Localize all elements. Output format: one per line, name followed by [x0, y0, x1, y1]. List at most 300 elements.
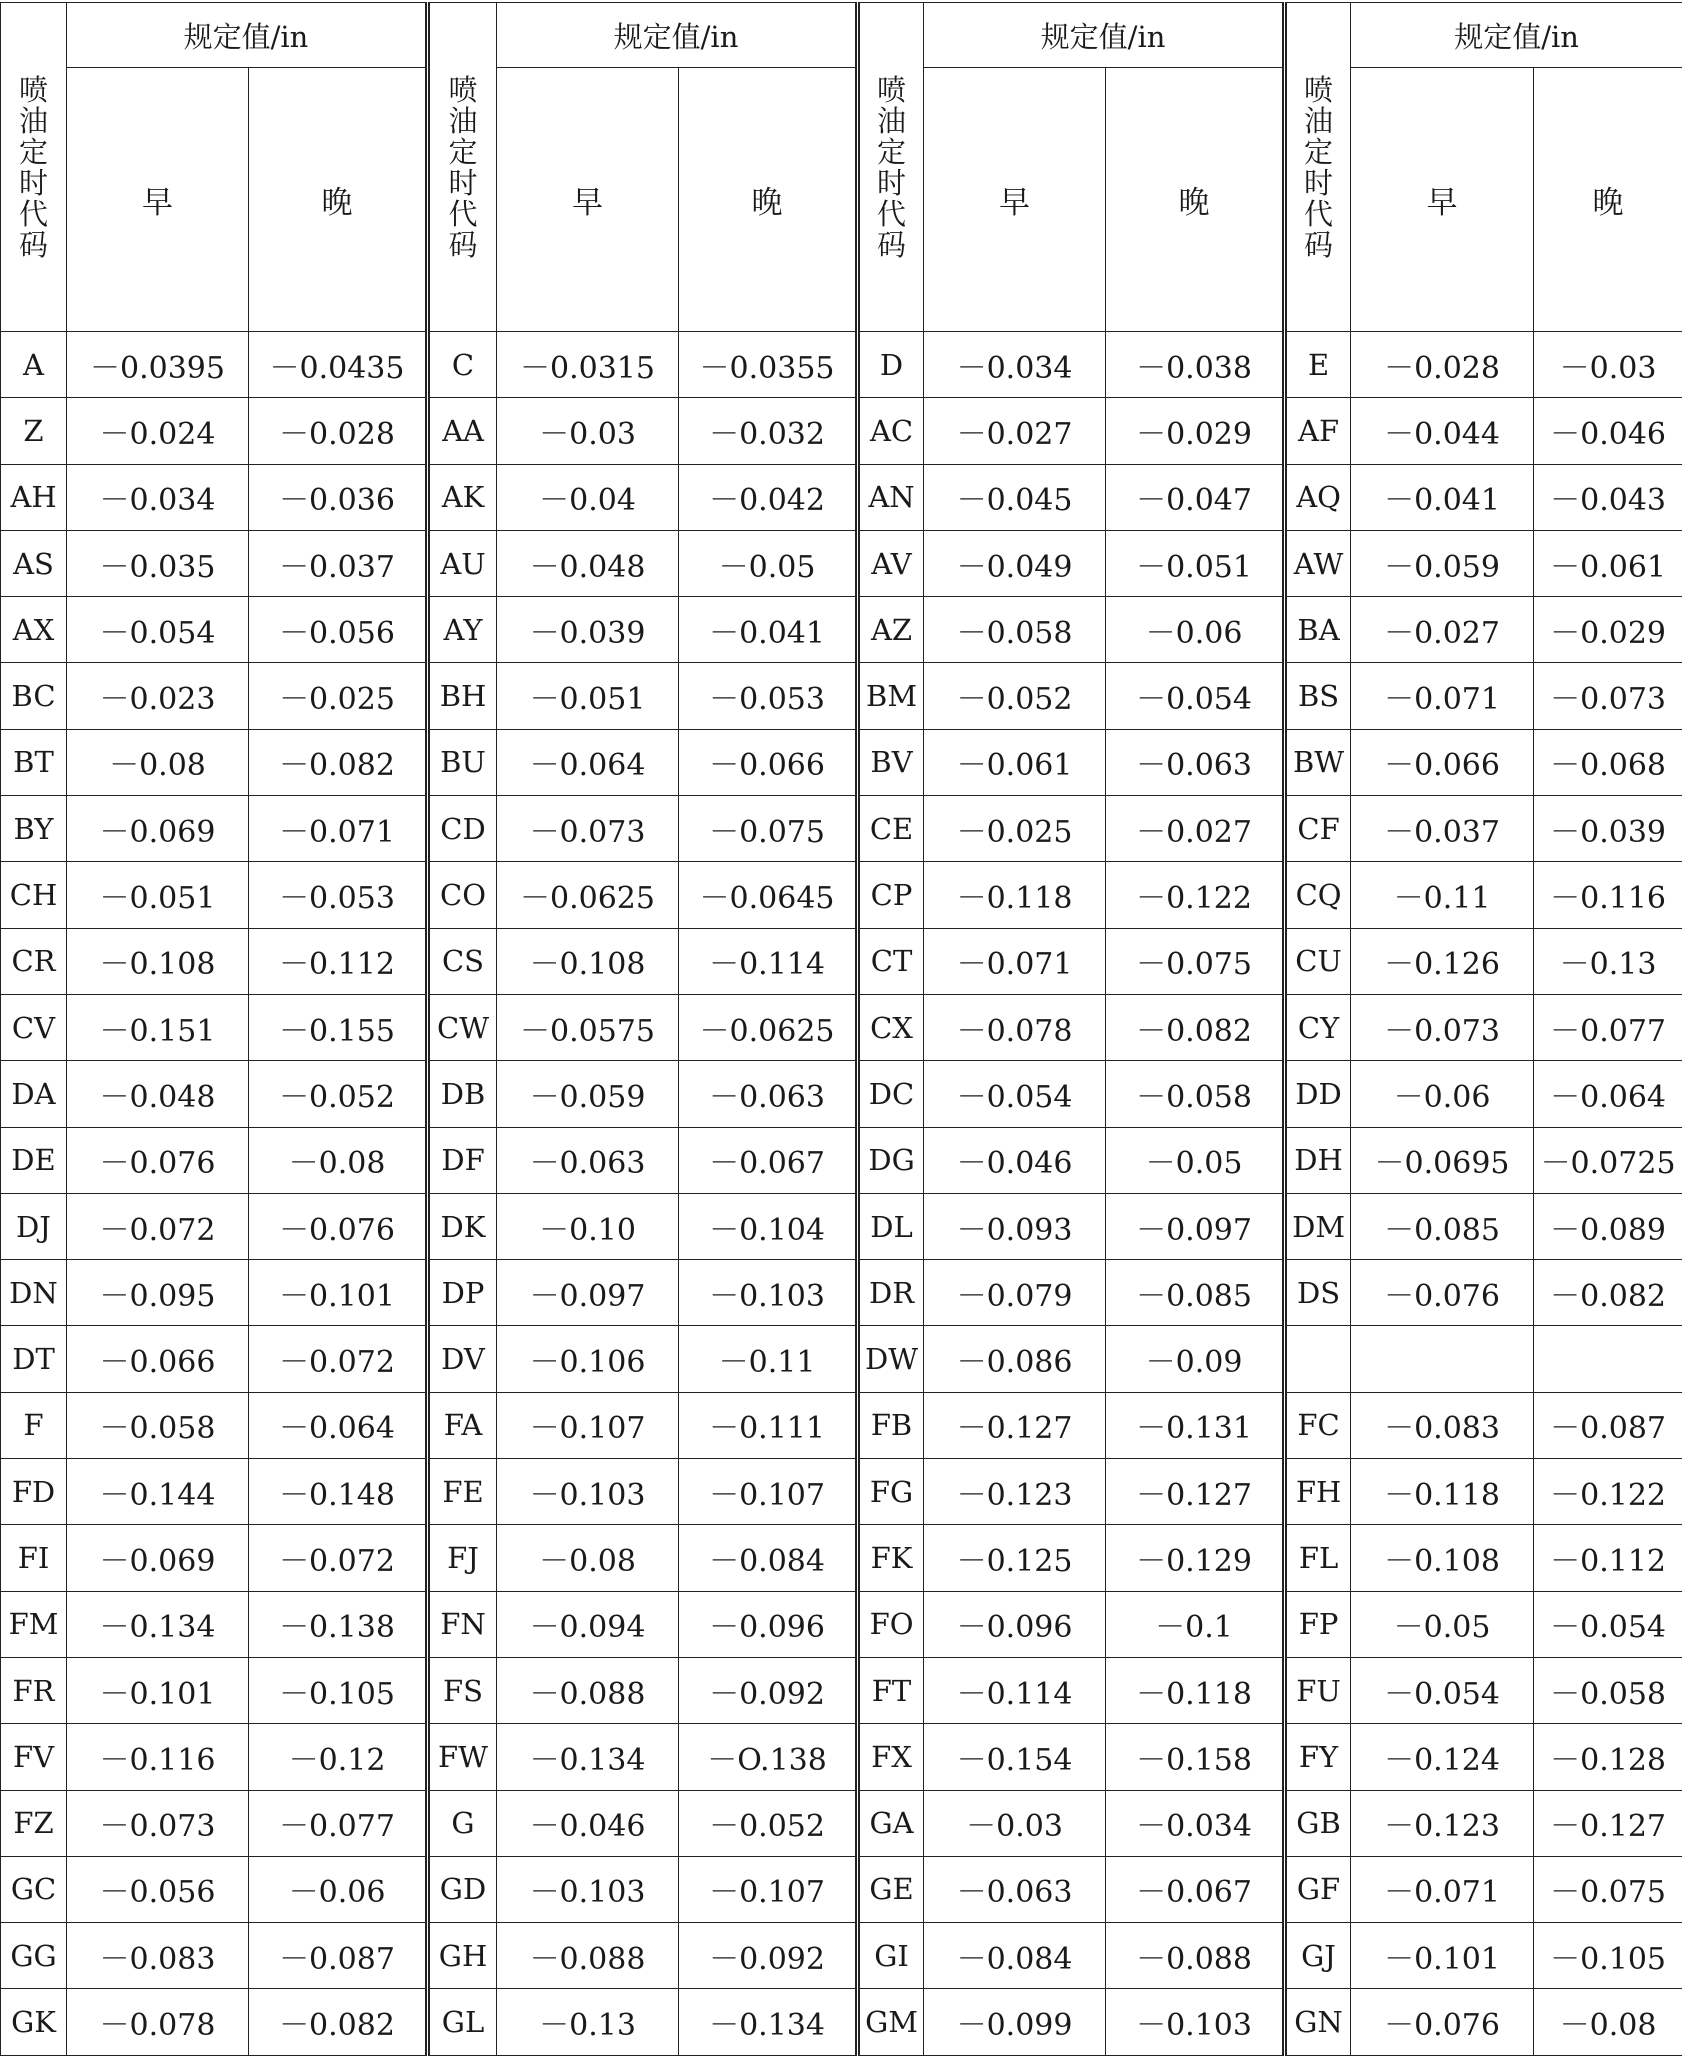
timing-code-cell: CD: [428, 796, 497, 862]
late-value-cell: －0.061: [1534, 530, 1682, 596]
header-code-char: 定: [18, 135, 48, 169]
timing-code-cell: CY: [1285, 994, 1351, 1060]
early-value-cell: －0.061: [924, 729, 1106, 795]
header-late: 晚: [249, 68, 428, 332]
timing-code-cell: BC: [1, 663, 67, 729]
table-row: [1, 796, 1682, 862]
late-value-cell: －0.082: [249, 1989, 428, 2056]
timing-code-cell: AN: [858, 464, 924, 530]
early-value-cell: －0.108: [67, 928, 249, 994]
early-value-cell: －0.048: [497, 530, 679, 596]
timing-code-cell: CF: [1285, 796, 1351, 862]
late-value-cell: －0.107: [679, 1856, 858, 1922]
table-row: [1, 1724, 1682, 1790]
table-row: [1, 1392, 1682, 1458]
late-value-cell: －0.054: [1106, 663, 1285, 729]
late-value-cell: －0.05: [1106, 1127, 1285, 1193]
timing-code-cell: FR: [1, 1657, 67, 1723]
header-code-text: [860, 75, 923, 261]
late-value-cell: －0.118: [1106, 1657, 1285, 1723]
early-value-cell: －0.086: [924, 1326, 1106, 1392]
timing-code-cell: BY: [1, 796, 67, 862]
header-code-char: 码: [18, 228, 48, 262]
late-value-cell: －0.03: [1534, 332, 1682, 398]
early-value-cell: －0.069: [67, 1525, 249, 1591]
header-code-char: 油: [1304, 104, 1334, 138]
late-value-cell: －0.063: [679, 1061, 858, 1127]
late-value-cell: －0.082: [249, 729, 428, 795]
late-value-cell: －0.0645: [679, 862, 858, 928]
late-value-cell: －0.06: [249, 1856, 428, 1922]
late-value-cell: －0.155: [249, 994, 428, 1060]
timing-code-cell: BV: [858, 729, 924, 795]
late-value-cell: －0.043: [1534, 464, 1682, 530]
early-value-cell: －0.034: [924, 332, 1106, 398]
header-code-char: 时: [1304, 166, 1334, 200]
early-value-cell: －0.103: [497, 1459, 679, 1525]
timing-code-cell: BT: [1, 729, 67, 795]
header-spec-label: 规定值/in: [924, 3, 1285, 68]
timing-code-cell: FN: [428, 1591, 497, 1657]
timing-code-cell: [1285, 1326, 1351, 1392]
early-value-cell: －0.0575: [497, 994, 679, 1060]
early-value-cell: －0.106: [497, 1326, 679, 1392]
timing-code-cell: FK: [858, 1525, 924, 1591]
late-value-cell: －0.072: [249, 1326, 428, 1392]
timing-code-cell: GJ: [1285, 1923, 1351, 1989]
timing-code-cell: A: [1, 332, 67, 398]
timing-code-cell: DB: [428, 1061, 497, 1127]
timing-code-cell: BU: [428, 729, 497, 795]
late-value-cell: －0.087: [1534, 1392, 1682, 1458]
early-value-cell: －0.076: [1351, 1989, 1534, 2056]
early-value-cell: －0.127: [924, 1392, 1106, 1458]
early-value-cell: －0.063: [497, 1127, 679, 1193]
timing-code-cell: AV: [858, 530, 924, 596]
table-row: [1, 1790, 1682, 1856]
table-row: [1, 862, 1682, 928]
late-value-cell: －0.112: [1534, 1525, 1682, 1591]
header-code-char: 时: [448, 166, 478, 200]
timing-code-cell: BM: [858, 663, 924, 729]
late-value-cell: －0.05: [679, 530, 858, 596]
timing-code-cell: CP: [858, 862, 924, 928]
late-value-cell: －0.11: [679, 1326, 858, 1392]
late-value-cell: －0.114: [679, 928, 858, 994]
timing-code-cell: FZ: [1, 1790, 67, 1856]
late-value-cell: －0.105: [249, 1657, 428, 1723]
timing-code-cell: CV: [1, 994, 67, 1060]
early-value-cell: －0.048: [67, 1061, 249, 1127]
timing-code-cell: GE: [858, 1856, 924, 1922]
early-value-cell: －0.0625: [497, 862, 679, 928]
timing-code-cell: BS: [1285, 663, 1351, 729]
header-spec-label: 规定值/in: [67, 3, 428, 68]
early-value-cell: －0.071: [924, 928, 1106, 994]
late-value-cell: －0.092: [679, 1923, 858, 1989]
early-value-cell: －0.044: [1351, 398, 1534, 464]
late-value-cell: －0.063: [1106, 729, 1285, 795]
timing-code-cell: FW: [428, 1724, 497, 1790]
table-row: [1, 663, 1682, 729]
early-value-cell: －0.11: [1351, 862, 1534, 928]
early-value-cell: －0.103: [497, 1856, 679, 1922]
injection-timing-table: [0, 2, 1682, 2056]
timing-code-cell: C: [428, 332, 497, 398]
timing-code-cell: FY: [1285, 1724, 1351, 1790]
late-value-cell: －0.097: [1106, 1193, 1285, 1259]
early-value-cell: －0.093: [924, 1193, 1106, 1259]
early-value-cell: －0.054: [924, 1061, 1106, 1127]
early-value-cell: －0.054: [1351, 1657, 1534, 1723]
table-row: [1, 1591, 1682, 1657]
late-value-cell: －0.134: [679, 1989, 858, 2056]
early-value-cell: －0.063: [924, 1856, 1106, 1922]
late-value-cell: －0.054: [1534, 1591, 1682, 1657]
table-body: [1, 332, 1682, 2056]
late-value-cell: －0.12: [249, 1724, 428, 1790]
header-code-char: 油: [448, 104, 478, 138]
early-value-cell: －0.059: [1351, 530, 1534, 596]
early-value-cell: －0.101: [1351, 1923, 1534, 1989]
late-value-cell: －0.096: [679, 1591, 858, 1657]
late-value-cell: －0.148: [249, 1459, 428, 1525]
early-value-cell: －0.144: [67, 1459, 249, 1525]
early-value-cell: －0.052: [924, 663, 1106, 729]
timing-code-cell: DK: [428, 1193, 497, 1259]
timing-code-cell: GB: [1285, 1790, 1351, 1856]
table-row: [1, 994, 1682, 1060]
late-value-cell: －0.025: [249, 663, 428, 729]
late-value-cell: －0.028: [249, 398, 428, 464]
early-value-cell: －0.094: [497, 1591, 679, 1657]
header-code-char: 喷: [448, 73, 478, 107]
timing-code-cell: FM: [1, 1591, 67, 1657]
early-value-cell: －0.083: [67, 1923, 249, 1989]
timing-code-cell: AX: [1, 597, 67, 663]
timing-code-cell: GD: [428, 1856, 497, 1922]
early-value-cell: －0.118: [924, 862, 1106, 928]
header-code-char: 定: [877, 135, 907, 169]
late-value-cell: －0.029: [1534, 597, 1682, 663]
late-value-cell: －0.08: [249, 1127, 428, 1193]
timing-code-cell: D: [858, 332, 924, 398]
timing-code-cell: GN: [1285, 1989, 1351, 2056]
timing-code-cell: E: [1285, 332, 1351, 398]
early-value-cell: －0.064: [497, 729, 679, 795]
late-value-cell: －0.039: [1534, 796, 1682, 862]
early-value-cell: －0.101: [67, 1657, 249, 1723]
timing-code-cell: CU: [1285, 928, 1351, 994]
late-value-cell: －0.072: [249, 1525, 428, 1591]
early-value-cell: －0.096: [924, 1591, 1106, 1657]
late-value-cell: －0.029: [1106, 398, 1285, 464]
timing-code-cell: AZ: [858, 597, 924, 663]
late-value-cell: －0.092: [679, 1657, 858, 1723]
late-value-cell: －0.127: [1106, 1459, 1285, 1525]
table-row: [1, 1525, 1682, 1591]
late-value-cell: －0.13: [1534, 928, 1682, 994]
late-value-cell: －0.112: [249, 928, 428, 994]
late-value-cell: －0.058: [1534, 1657, 1682, 1723]
timing-code-cell: FT: [858, 1657, 924, 1723]
header-code-char: 码: [448, 228, 478, 262]
table-row: [1, 1326, 1682, 1392]
late-value-cell: －0.105: [1534, 1923, 1682, 1989]
header-late: 晚: [1534, 68, 1682, 332]
early-value-cell: －0.151: [67, 994, 249, 1060]
header-early: 早: [67, 68, 249, 332]
late-value-cell: －0.084: [679, 1525, 858, 1591]
table-row: [1, 928, 1682, 994]
early-value-cell: －0.059: [497, 1061, 679, 1127]
late-value-cell: [1534, 1326, 1682, 1392]
early-value-cell: －0.123: [1351, 1790, 1534, 1856]
timing-code-cell: AY: [428, 597, 497, 663]
timing-code-cell: GA: [858, 1790, 924, 1856]
header-spec-label: 规定值/in: [497, 3, 858, 68]
late-value-cell: －0.08: [1534, 1989, 1682, 2056]
late-value-cell: －0.0725: [1534, 1127, 1682, 1193]
early-value-cell: －0.034: [67, 464, 249, 530]
timing-code-cell: AF: [1285, 398, 1351, 464]
early-value-cell: －0.03: [497, 398, 679, 464]
timing-code-cell: GL: [428, 1989, 497, 2056]
late-value-cell: －0.042: [679, 464, 858, 530]
table-row: [1, 1989, 1682, 2056]
late-value-cell: －0.053: [679, 663, 858, 729]
timing-code-cell: FG: [858, 1459, 924, 1525]
early-value-cell: －0.066: [67, 1326, 249, 1392]
late-value-cell: －0.158: [1106, 1724, 1285, 1790]
early-value-cell: －0.069: [67, 796, 249, 862]
header-late: 晚: [1106, 68, 1285, 332]
timing-code-cell: GG: [1, 1923, 67, 1989]
late-value-cell: －0.077: [1534, 994, 1682, 1060]
early-value-cell: －0.108: [497, 928, 679, 994]
late-value-cell: －0.06: [1106, 597, 1285, 663]
header-code-char: 喷: [18, 73, 48, 107]
timing-code-cell: DR: [858, 1260, 924, 1326]
late-value-cell: －0.041: [679, 597, 858, 663]
early-value-cell: －0.072: [67, 1193, 249, 1259]
timing-code-cell: CW: [428, 994, 497, 1060]
table-header: [1, 3, 1682, 332]
timing-code-cell: AS: [1, 530, 67, 596]
early-value-cell: －0.126: [1351, 928, 1534, 994]
late-value-cell: －0.089: [1534, 1193, 1682, 1259]
timing-code-cell: FX: [858, 1724, 924, 1790]
late-value-cell: －0.085: [1106, 1260, 1285, 1326]
timing-code-cell: FI: [1, 1525, 67, 1591]
header-code-char: 油: [877, 104, 907, 138]
timing-code-cell: AK: [428, 464, 497, 530]
early-value-cell: －0.054: [67, 597, 249, 663]
early-value-cell: －0.084: [924, 1923, 1106, 1989]
timing-code-cell: DC: [858, 1061, 924, 1127]
early-value-cell: －0.071: [1351, 1856, 1534, 1922]
early-value-cell: [1351, 1326, 1534, 1392]
late-value-cell: －0.038: [1106, 332, 1285, 398]
late-value-cell: －0.088: [1106, 1923, 1285, 1989]
table-row: [1, 1923, 1682, 1989]
early-value-cell: －0.0395: [67, 332, 249, 398]
timing-code-cell: FJ: [428, 1525, 497, 1591]
early-value-cell: －0.085: [1351, 1193, 1534, 1259]
header-code-char: 代: [877, 197, 907, 231]
late-value-cell: －0.103: [1106, 1989, 1285, 2056]
early-value-cell: －0.027: [924, 398, 1106, 464]
header-code-text: [1, 75, 66, 261]
late-value-cell: －0.09: [1106, 1326, 1285, 1392]
early-value-cell: －0.076: [67, 1127, 249, 1193]
early-value-cell: －0.035: [67, 530, 249, 596]
header-code-char: 喷: [877, 73, 907, 107]
late-value-cell: －0.075: [1106, 928, 1285, 994]
early-value-cell: －0.099: [924, 1989, 1106, 2056]
early-value-cell: －0.08: [497, 1525, 679, 1591]
table-row: [1, 1459, 1682, 1525]
late-value-cell: －0.087: [249, 1923, 428, 1989]
early-value-cell: －0.05: [1351, 1591, 1534, 1657]
early-value-cell: －0.037: [1351, 796, 1534, 862]
late-value-cell: －0.047: [1106, 464, 1285, 530]
early-value-cell: －0.116: [67, 1724, 249, 1790]
late-value-cell: －0.037: [249, 530, 428, 596]
late-value-cell: －0.027: [1106, 796, 1285, 862]
early-value-cell: －0.0695: [1351, 1127, 1534, 1193]
late-value-cell: －0.067: [1106, 1856, 1285, 1922]
timing-code-cell: CO: [428, 862, 497, 928]
early-value-cell: －0.078: [924, 994, 1106, 1060]
early-value-cell: －0.078: [67, 1989, 249, 2056]
early-value-cell: －0.13: [497, 1989, 679, 2056]
late-value-cell: －0.075: [679, 796, 858, 862]
early-value-cell: －0.023: [67, 663, 249, 729]
timing-code-cell: FA: [428, 1392, 497, 1458]
timing-code-cell: AU: [428, 530, 497, 596]
early-value-cell: －0.025: [924, 796, 1106, 862]
header-code-char: 代: [448, 197, 478, 231]
late-value-cell: －0.116: [1534, 862, 1682, 928]
early-value-cell: －0.10: [497, 1193, 679, 1259]
timing-code-cell: DF: [428, 1127, 497, 1193]
early-value-cell: －0.154: [924, 1724, 1106, 1790]
header-late: 晚: [679, 68, 858, 332]
early-value-cell: －0.058: [924, 597, 1106, 663]
early-value-cell: －0.04: [497, 464, 679, 530]
timing-code-cell: DP: [428, 1260, 497, 1326]
timing-code-cell: AW: [1285, 530, 1351, 596]
late-value-cell: －0.051: [1106, 530, 1285, 596]
early-value-cell: －0.066: [1351, 729, 1534, 795]
early-value-cell: －0.118: [1351, 1459, 1534, 1525]
timing-code-cell: AQ: [1285, 464, 1351, 530]
timing-code-cell: GH: [428, 1923, 497, 1989]
early-value-cell: －0.028: [1351, 332, 1534, 398]
timing-code-cell: GC: [1, 1856, 67, 1922]
late-value-cell: －0.073: [1534, 663, 1682, 729]
table-row: [1, 729, 1682, 795]
timing-code-cell: DW: [858, 1326, 924, 1392]
late-value-cell: －0.052: [679, 1790, 858, 1856]
early-value-cell: －0.058: [67, 1392, 249, 1458]
header-code-char: 代: [1304, 197, 1334, 231]
late-value-cell: －0.064: [249, 1392, 428, 1458]
early-value-cell: －0.041: [1351, 464, 1534, 530]
late-value-cell: －0.053: [249, 862, 428, 928]
early-value-cell: －0.03: [924, 1790, 1106, 1856]
late-value-cell: －0.111: [679, 1392, 858, 1458]
late-value-cell: －0.046: [1534, 398, 1682, 464]
timing-code-cell: DM: [1285, 1193, 1351, 1259]
timing-code-cell: DE: [1, 1127, 67, 1193]
timing-code-cell: AC: [858, 398, 924, 464]
header-code-text: [1287, 75, 1350, 261]
header-code-char: 码: [1304, 228, 1334, 262]
timing-code-cell: CQ: [1285, 862, 1351, 928]
late-value-cell: －0.076: [249, 1193, 428, 1259]
late-value-cell: －0.138: [249, 1591, 428, 1657]
late-value-cell: －0.0355: [679, 332, 858, 398]
late-value-cell: －0.067: [679, 1127, 858, 1193]
timing-code-cell: DN: [1, 1260, 67, 1326]
late-value-cell: －0.066: [679, 729, 858, 795]
timing-code-cell: Z: [1, 398, 67, 464]
timing-code-cell: DS: [1285, 1260, 1351, 1326]
early-value-cell: －0.049: [924, 530, 1106, 596]
early-value-cell: －0.107: [497, 1392, 679, 1458]
timing-code-cell: FC: [1285, 1392, 1351, 1458]
early-value-cell: －0.076: [1351, 1260, 1534, 1326]
timing-code-cell: G: [428, 1790, 497, 1856]
early-value-cell: －0.097: [497, 1260, 679, 1326]
header-code-label: [1, 3, 67, 332]
header-code-label: [428, 3, 497, 332]
early-value-cell: －0.079: [924, 1260, 1106, 1326]
header-code-label: [1285, 3, 1351, 332]
table-row: [1, 530, 1682, 596]
timing-code-cell: FH: [1285, 1459, 1351, 1525]
header-code-char: 定: [1304, 135, 1334, 169]
late-value-cell: －0.101: [249, 1260, 428, 1326]
late-value-cell: －0.1: [1106, 1591, 1285, 1657]
timing-code-cell: CT: [858, 928, 924, 994]
early-value-cell: －0.06: [1351, 1061, 1534, 1127]
late-value-cell: －0.058: [1106, 1061, 1285, 1127]
timing-code-cell: BW: [1285, 729, 1351, 795]
timing-code-cell: AA: [428, 398, 497, 464]
timing-code-cell: GM: [858, 1989, 924, 2056]
timing-code-cell: FV: [1, 1724, 67, 1790]
header-early: 早: [1351, 68, 1534, 332]
late-value-cell: －0.0435: [249, 332, 428, 398]
late-value-cell: －0.122: [1534, 1459, 1682, 1525]
timing-code-cell: BH: [428, 663, 497, 729]
table-row: [1, 1127, 1682, 1193]
header-code-char: 时: [18, 166, 48, 200]
early-value-cell: －0.108: [1351, 1525, 1534, 1591]
early-value-cell: －0.039: [497, 597, 679, 663]
early-value-cell: －0.134: [67, 1591, 249, 1657]
late-value-cell: －0.0625: [679, 994, 858, 1060]
table-row: [1, 597, 1682, 663]
table-row: [1, 1061, 1682, 1127]
timing-code-cell: DL: [858, 1193, 924, 1259]
timing-code-cell: DT: [1, 1326, 67, 1392]
late-value-cell: －0.104: [679, 1193, 858, 1259]
header-code-char: 定: [448, 135, 478, 169]
